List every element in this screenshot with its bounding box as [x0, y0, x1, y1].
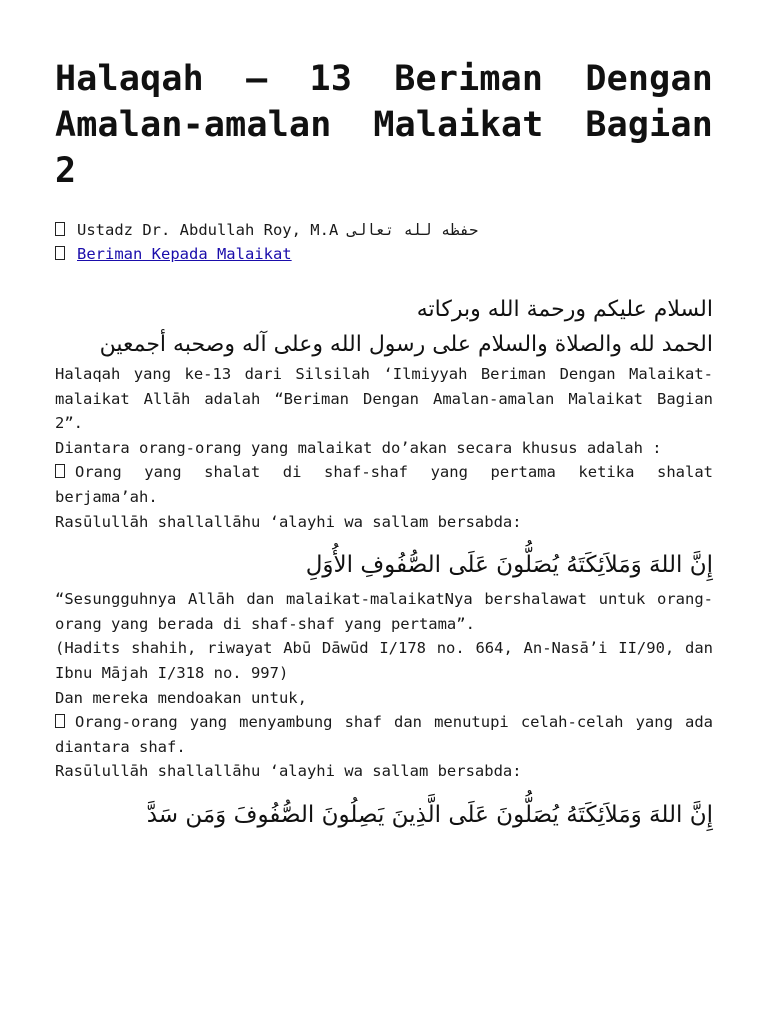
- rasul-paragraph-2: Rasūlullāh shallallāhu ‘alayhi wa sallam bersabda:: [55, 762, 522, 781]
- author-name: Ustadz Dr. Abdullah Roy, M.A حفظه لله تعالى: [77, 221, 479, 239]
- hadith-1-arabic: إِنَّ اللهَ وَمَلاَئِكَتَهُ يُصَلُّونَ عَلَى الصُّفُوفِ الأُوَلِ: [305, 552, 713, 579]
- point-2-text: Orang-orang yang menyambung shaf dan menutupi celah-celah yang ada diantara shaf.: [55, 713, 713, 756]
- post-meta: [55, 218, 713, 266]
- user-icon: [55, 222, 65, 236]
- intro-paragraph: Halaqah yang ke-13 dari Silsilah ‘Ilmiyyah Beriman Dengan Malaikat-malaikat Allāh adalah “Beriman Dengan Amalan-amalan Malaikat Bagian 2”.: [55, 365, 713, 433]
- article: [55, 56, 713, 837]
- category-row: [55, 242, 713, 266]
- mereka-paragraph: Dan mereka mendoakan untuk,: [55, 688, 307, 707]
- hamdalah-line: الحمد لله والصلاة والسلام على رسول الله وعلى آله وصحبه أجمعين: [99, 332, 713, 357]
- arabic-greeting: [55, 292, 713, 362]
- hadith-2-arabic: إِنَّ اللهَ وَمَلاَئِكَتَهُ يُصَلُّونَ عَلَى الَّذِينَ يَصِلُونَ الصُّفُوفَ وَمَن سَدَّ: [146, 801, 713, 828]
- page-title: Halaqah – 13 Beriman Dengan Amalan-amalan Malaikat Bagian 2: [55, 59, 713, 191]
- hadith-1-translation: “Sesungguhnya Allāh dan malaikat-malaikatNya bershalawat untuk orang-orang yang berada di shaf-shaf yang pertama”.: [55, 590, 713, 633]
- diantara-paragraph: Diantara orang-orang yang malaikat do’akan secara khusus adalah :: [55, 438, 662, 457]
- hadith-1-reference: (Hadits shahih, riwayat Abū Dāwūd I/178 no. 664, An-Nasā’i II/90, dan Ibnu Mājah I/318 no. 997): [55, 639, 713, 682]
- category-link[interactable]: Beriman Kepada Malaikat: [77, 245, 292, 263]
- point-2: [55, 710, 713, 759]
- bullet-icon: [55, 464, 65, 478]
- salam-line: السلام عليكم ورحمة الله وبركاته: [416, 297, 713, 322]
- bullet-icon: [55, 714, 65, 728]
- point-1-text: Orang yang shalat di shaf-shaf yang pertama ketika shalat berjama’ah.: [55, 463, 713, 506]
- rasul-paragraph-1: Rasūlullāh shallallāhu ‘alayhi wa sallam bersabda:: [55, 512, 522, 531]
- author-row: [55, 218, 713, 242]
- point-1: [55, 460, 713, 509]
- folder-icon: [55, 246, 65, 260]
